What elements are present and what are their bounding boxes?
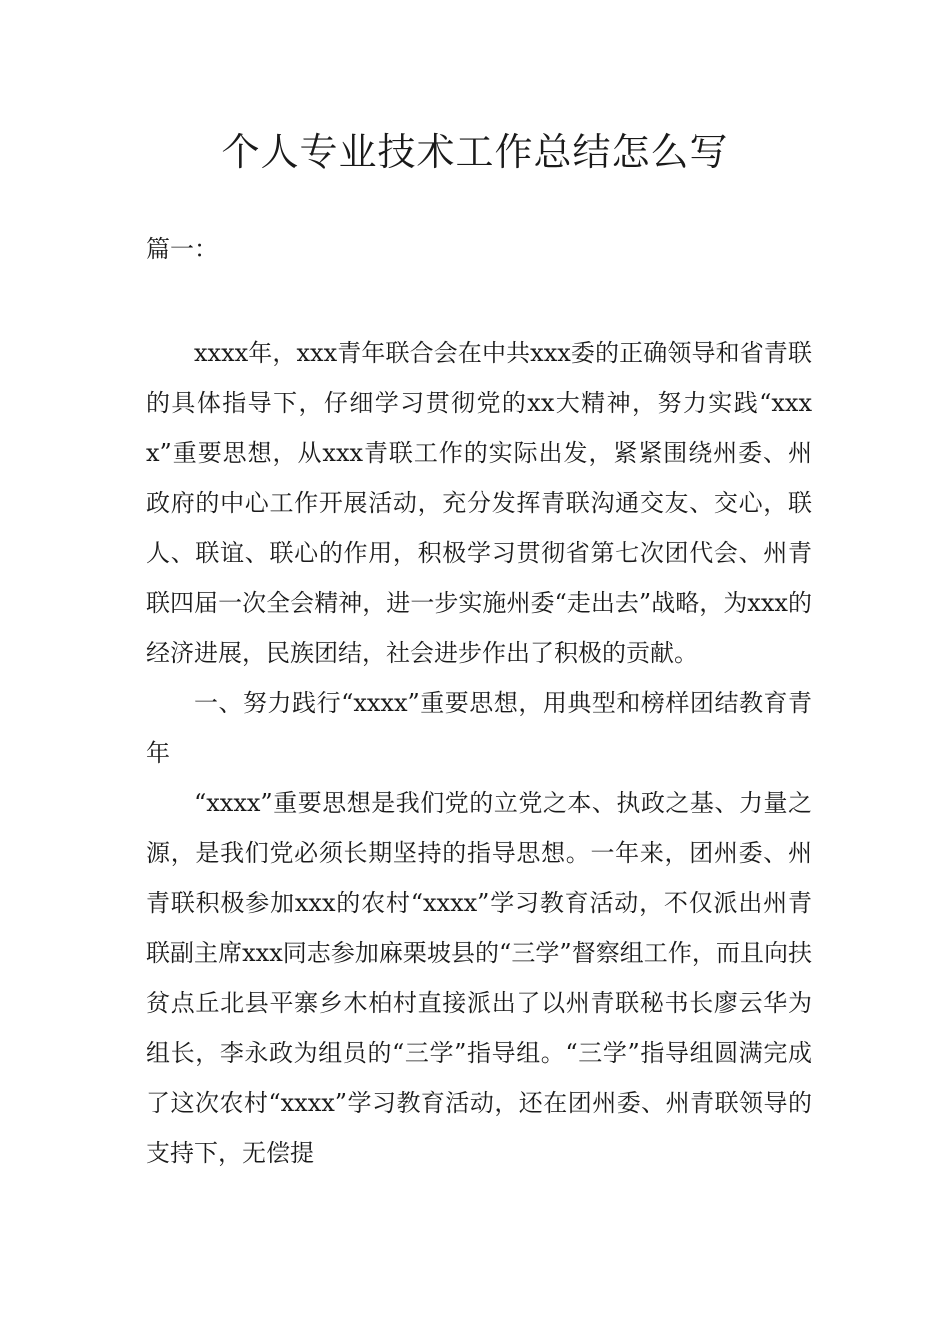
paragraph-intro: xxxx年，xxx青年联合会在中共xxx委的正确领导和省青联的具体指导下，仔细学习贯彻党的xx大精神，努力实践“xxxx”重要思想，从xxx青联工作的实际出发，紧紧围绕州委、州政府的中心工作开展活动，充分发挥青联沟通交友、交心，联人、联谊、联心的作用，积极学习贯彻省第七次团代会、州青联四届一次全会精神，进一步实施州委“走出去”战略，为xxx的经济进展，民族团结，社会进步作出了积极的贡献。 [146, 339, 812, 667]
section-label: 篇一： [146, 235, 218, 263]
document-title: 个人专业技术工作总结怎么写 [221, 130, 729, 174]
document-body [146, 328, 812, 1178]
paragraph-body: “xxxx”重要思想是我们党的立党之本、执政之基、力量之源，是我们党必须长期坚持的指导思想。一年来，团州委、州青联积极参加xxx的农村“xxxx”学习教育活动，不仅派出州青联副主席xxx同志参加麻栗坡县的“三学”督察组工作，而且向扶贫点丘北县平寨乡木柏村直接派出了以州青联秘书长廖云华为组长，李永政为组员的“三学”指导组。“三学”指导组圆满完成了这次农村“xxxx”学习教育活动，还在团州委、州青联领导的支持下，无偿提 [146, 789, 812, 1167]
paragraph-heading-one: 一、努力践行“xxxx”重要思想，用典型和榜样团结教育青年 [146, 689, 812, 767]
